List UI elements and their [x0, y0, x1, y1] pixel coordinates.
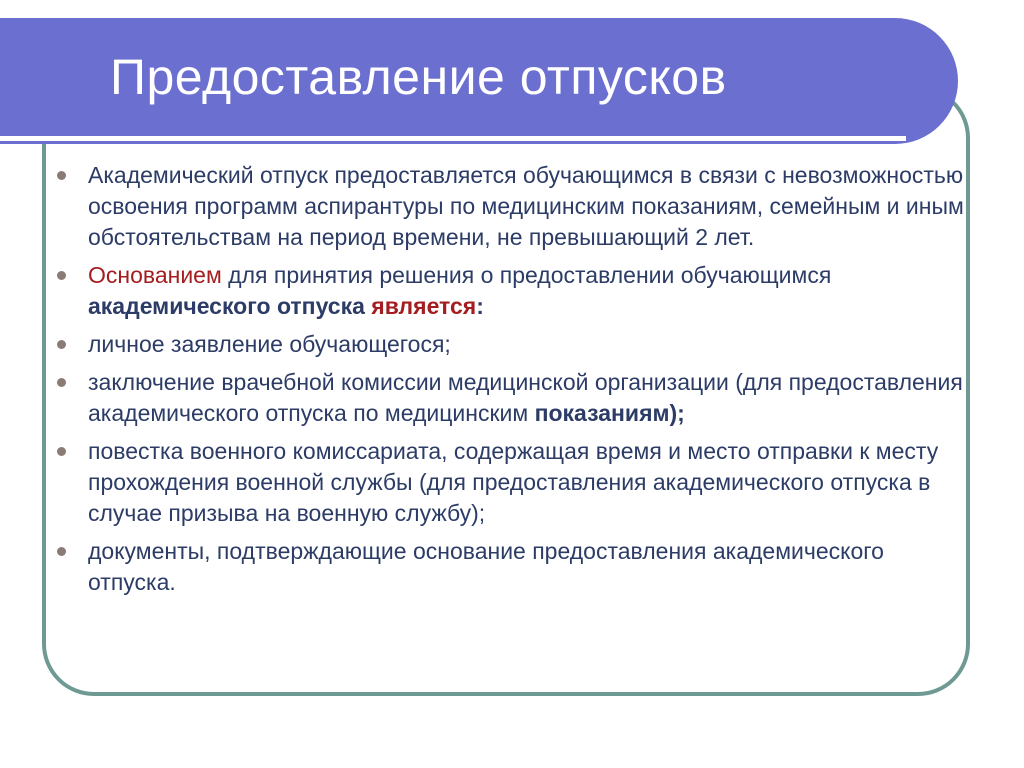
highlight-word: Основанием — [88, 262, 222, 288]
bullet-dot-icon — [57, 378, 66, 387]
list-item — [88, 260, 978, 322]
bullet-dot-icon — [57, 171, 66, 180]
bullet-text: заключение врачебной комиссии медицинской организации (для предоставления академического отпуска по медицинским — [88, 369, 963, 426]
bullet-text: Академический отпуск предоставляется обучающимся в связи с невозможностью освоения программ аспирантуры по медицинским показаниям, семейным и иным обстоятельствам на период времени, не превышающий 2 лет. — [88, 162, 964, 250]
bullet-list — [88, 160, 978, 605]
bullet-dot-icon — [57, 271, 66, 280]
bullet-text: документы, подтверждающие основание предоставления академического отпуска. — [88, 538, 884, 595]
slide-title: Предоставление отпусков — [110, 49, 727, 105]
title-underline — [0, 136, 906, 141]
list-item — [88, 536, 978, 598]
bullet-text: для принятия решения о предоставлении обучающимся — [221, 262, 832, 288]
bullet-text: повестка военного комиссариата, содержащая время и место отправки к месту прохождения военной службы (для предоставления академического отпуска в случае призыва на военную службу); — [88, 438, 939, 526]
bullet-dot-icon — [57, 547, 66, 556]
highlight-word: является — [371, 293, 477, 319]
bullet-text: личное заявление обучающегося; — [88, 331, 451, 357]
list-item — [88, 329, 978, 360]
list-item — [88, 436, 978, 529]
bullet-dot-icon — [57, 340, 66, 349]
bold-text: академического отпуска — [88, 293, 372, 319]
bold-text: : — [476, 293, 484, 319]
bullet-dot-icon — [57, 447, 66, 456]
list-item — [88, 160, 978, 253]
bold-text: показаниям); — [534, 400, 685, 426]
list-item — [88, 367, 978, 429]
